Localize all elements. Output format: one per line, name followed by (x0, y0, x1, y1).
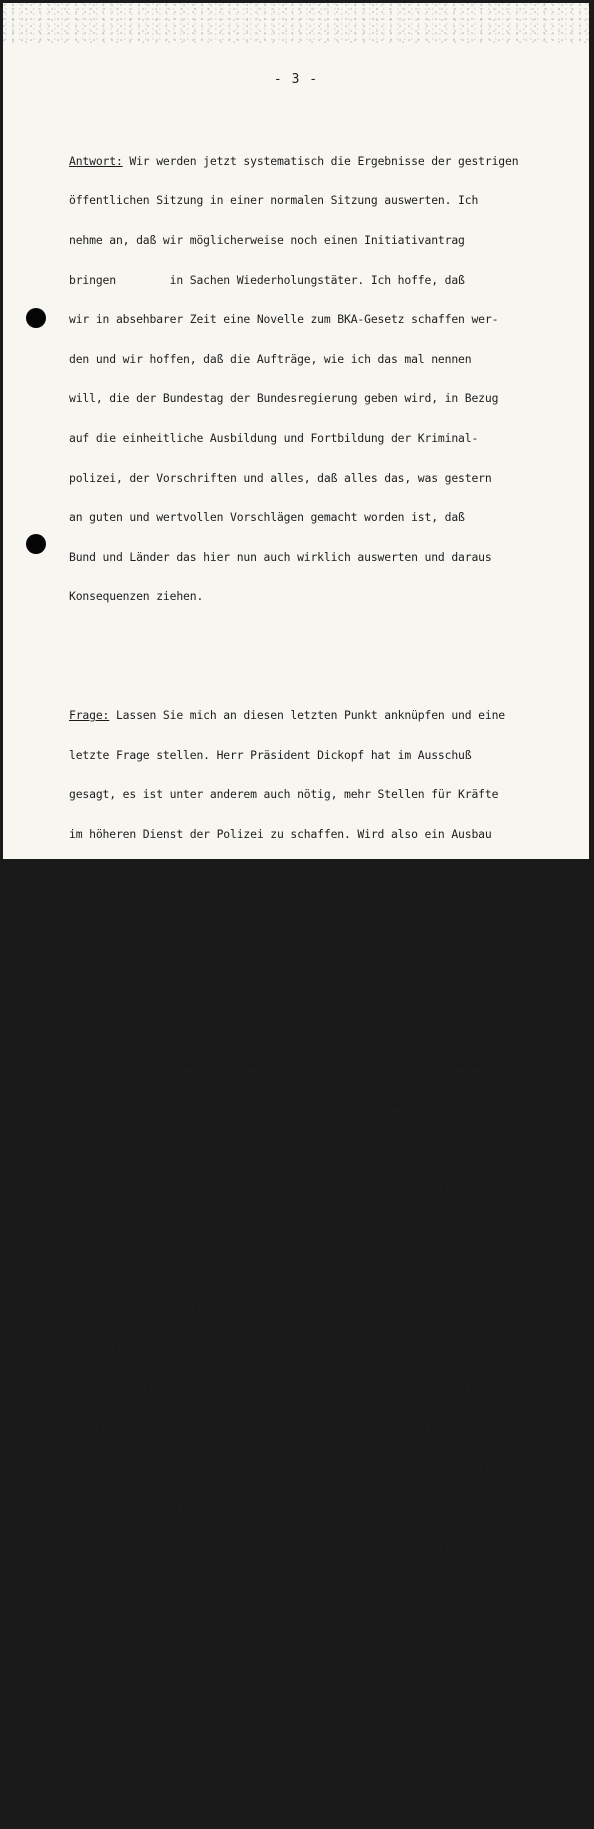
paragraph-line: doch deutlich geworden ist, der Verbrecher von heute das ist (69, 1380, 472, 1395)
paragraph-line: so große Verstärkungen notwendig sind. Worauf es hier ankommt, (69, 1262, 485, 1277)
paragraph-line: maß an Spezialkenntnissen und vielen anderen Dingen, um dem mit (69, 1460, 492, 1475)
paragraph-line: ist, müssen wir in den nächsten Jahren entsprechende Mittel für (69, 1182, 492, 1197)
paragraph-first-line (69, 155, 569, 168)
speaker-label: Frage: (69, 707, 110, 722)
answer-block-2 (69, 1039, 569, 1739)
scan-noise (3, 3, 589, 43)
punch-hole (26, 308, 46, 328)
paragraph-line: kein Mann, den man nur fangen muß, sondern es verlangt ein Höchst- (69, 1420, 512, 1435)
paragraph-line: im höheren Dienst der Polizei zu schaffen. Wird also ein Ausbau (69, 826, 492, 841)
paragraph-line: es heute zulassen, daß die Leute ständig ihren Aufenthaltsort (69, 1539, 479, 1554)
page-number: - 3 - (273, 72, 319, 87)
paragraph-text: Wir werden jetzt systematisch die Ergebnisse der gestrigen (122, 153, 519, 168)
answer-block-1 (69, 128, 569, 630)
paragraph-line: arbeitungsnetz schaffen wollen und schaffen müssen, was bei der (69, 1103, 492, 1118)
paragraph-line: Konsequenzen ziehen. (69, 589, 204, 604)
paragraph-line: müssen, daß wir auch für unsere Sicherheit im Inneren etwas (69, 905, 465, 920)
paragraph-line: will, die der Bundestag der Bundesregierung geben wird, in Bezug (69, 391, 499, 406)
paragraph-line: an guten und wertvollen Vorschlägen gemacht worden ist, daß (69, 510, 465, 525)
paragraph-line: bringen in Sachen Wiederholungstäter. Ich hoffe, daß (69, 272, 465, 287)
paragraph-line: die innere Sicherheit aufwenden. Ich glaube nicht, daß zahlenmäßig (69, 1222, 512, 1237)
paragraph-line: sind. (69, 1697, 103, 1712)
speaker-label: Antwort: (69, 153, 123, 168)
paragraph-line: großen Zahl von Massenverbrechen, Autodiebstähle usw. notwendig (69, 1143, 492, 1158)
paragraph-line: der Polizei entziehen können und dazu brauchen wir eben die (69, 1618, 465, 1633)
paragraph-line: nehme an, daß wir möglicherweise noch einen Initiativantrag (69, 233, 465, 247)
document-page (3, 3, 589, 1803)
paragraph-line: wir in absehbarer Zeit eine Novelle zum BKA-Gesetz schaffen wer- (69, 312, 499, 327)
punch-hole (26, 534, 46, 554)
paragraph-line: Bund und Länder das hier nun auch wirklich auswerten und daraus (69, 549, 492, 564)
question-block (69, 683, 569, 987)
paragraph-line: Erfolg zu Leibe zu rücken, zumal doch die modernen Verkehrsmittel (69, 1499, 506, 1514)
paragraph-line: verändern und damit sich doch verhältnismäßig leicht dem Zugriff (69, 1578, 499, 1593)
paragraph-line: Beamten, wie sie hier in der Sitzung gestern gefordert worden (69, 1658, 479, 1673)
end-mark: + + + + + + + + (215, 1788, 333, 1803)
paragraph-line: letzte Frage stellen. Herr Präsident Dickopf hat im Ausschuß (69, 747, 472, 762)
paragraph-first-line (69, 709, 569, 722)
paragraph-first-line (69, 1065, 569, 1078)
paragraph-line: auf die einheitliche Ausbildung und Fortbildung der Kriminal- (69, 430, 479, 445)
paragraph-line: öffentlichen Sitzung in einer normalen Sitzung auswerten. Ich (69, 193, 479, 208)
paragraph-text: Das müssen wir ohnehin, denn wenn wir das große Datenver- (122, 1064, 512, 1079)
paragraph-line: mehr Mittel aufbringen müssen? (69, 945, 271, 960)
speaker-label: Antwort: (69, 1064, 123, 1079)
transcript-body (69, 102, 569, 1829)
paragraph-line: gesagt, es ist unter anderem auch nötig, mehr Stellen für Kräfte (69, 787, 499, 802)
paragraph-line: ist auch eine qualitative Verstärkung, eine bessere Dotierung (69, 1301, 479, 1316)
paragraph-text: Lassen Sie mich an diesen letzten Punkt anknüpfen und eine (109, 707, 506, 722)
paragraph-line: der Polizei notwendig werden, werden wir uns daran gewöhnen (69, 866, 465, 881)
paragraph-line: von Stellen, zum Teil eine Veränderung in den Laufbahnen, weil (69, 1341, 485, 1356)
paragraph-line: polizei, der Vorschriften und alles, daß alles das, was gestern (69, 470, 492, 485)
paragraph-line: den und wir hoffen, daß die Aufträge, wie ich das mal nennen (69, 351, 472, 366)
